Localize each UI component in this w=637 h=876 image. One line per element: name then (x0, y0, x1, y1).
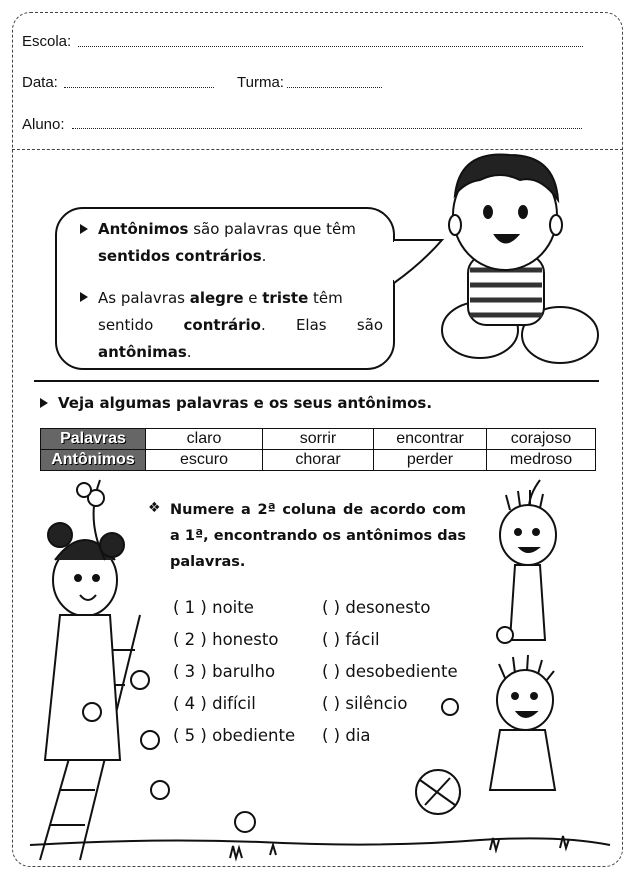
antonym-cell: medroso (487, 450, 596, 471)
antonym-cell: chorar (263, 450, 374, 471)
bullet-arrow-icon (40, 398, 48, 408)
bullet-arrow-icon (80, 292, 88, 302)
word-cell: encontrar (374, 429, 487, 450)
exercise-item-1: ( 1 ) noite (173, 598, 254, 617)
exercise-item-2: ( 2 ) honesto (173, 630, 279, 649)
answer-slot-3[interactable]: ( ) desobediente (322, 662, 458, 681)
word-cell: corajoso (487, 429, 596, 450)
date-label: Data: (22, 74, 58, 91)
bubble-line-5: antônimas. (98, 343, 192, 361)
diamond-bullet-icon: ❖ (148, 500, 161, 516)
bubble-line-4: sentido contrário. Elas são (98, 316, 383, 334)
word-cell: claro (146, 429, 263, 450)
class-label: Turma: (237, 74, 284, 91)
class-field[interactable] (287, 87, 382, 88)
school-label: Escola: (22, 33, 72, 50)
bubble-tail (392, 238, 452, 288)
word-cell: sorrir (263, 429, 374, 450)
header-divider (12, 149, 623, 150)
bullet-arrow-icon (80, 224, 88, 234)
antonyms-table (40, 428, 596, 471)
instruction-text: Numere a 2ª coluna de acordo com a 1ª, encontrando os antônimos das palavras. (170, 502, 466, 570)
antonym-cell: perder (374, 450, 487, 471)
antonyms-row (41, 450, 596, 471)
answer-slot-4[interactable]: ( ) silêncio (322, 694, 408, 713)
section-divider (34, 380, 599, 382)
antonym-cell: escuro (146, 450, 263, 471)
words-row (41, 429, 596, 450)
examples-heading: Veja algumas palavras e os seus antônimos. (58, 394, 433, 412)
row-header-antonyms: Antônimos (41, 450, 146, 471)
bubble-line-2: sentidos contrários. (98, 247, 267, 265)
student-label: Aluno: (22, 116, 65, 133)
exercise-item-3: ( 3 ) barulho (173, 662, 276, 681)
school-field[interactable] (78, 46, 583, 47)
student-field[interactable] (72, 128, 582, 129)
bubble-line-3: As palavras alegre e triste têm (98, 289, 343, 307)
answer-slot-2[interactable]: ( ) fácil (322, 630, 380, 649)
bubble-line-1: Antônimos são palavras que têm (98, 220, 356, 238)
answer-slot-5[interactable]: ( ) dia (322, 726, 371, 745)
exercise-item-4: ( 4 ) difícil (173, 694, 256, 713)
row-header-words: Palavras (41, 429, 146, 450)
answer-slot-1[interactable]: ( ) desonesto (322, 598, 431, 617)
date-field[interactable] (64, 87, 214, 88)
exercise-item-5: ( 5 ) obediente (173, 726, 296, 745)
